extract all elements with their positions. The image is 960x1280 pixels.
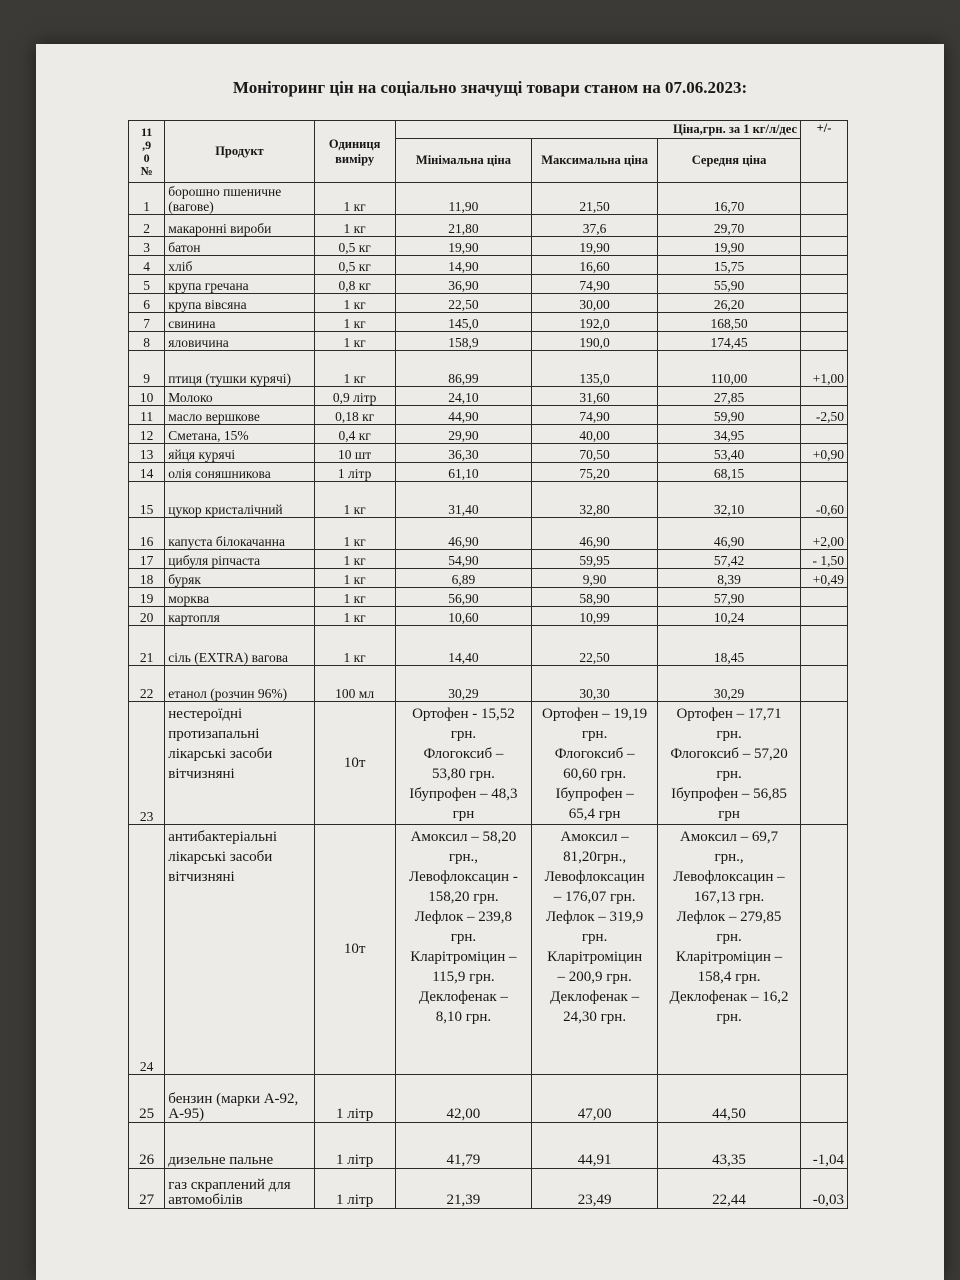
row-number: 7 bbox=[129, 313, 165, 332]
unit: 1 кг bbox=[314, 626, 395, 666]
table-row bbox=[129, 425, 848, 444]
max-price: 32,80 bbox=[532, 482, 658, 518]
avg-price: 27,85 bbox=[658, 387, 801, 406]
table-row bbox=[129, 482, 848, 518]
avg-price: 46,90 bbox=[658, 518, 801, 550]
max-price: 44,91 bbox=[532, 1123, 658, 1169]
price-change bbox=[801, 183, 848, 215]
min-price: Амоксил – 58,20 грн., Левофлоксацин - 158,20 грн. Лефлок – 239,8 грн. Кларітроміцин – 115,9 грн. Деклофенак – 8,10 грн. bbox=[395, 825, 532, 1075]
row-number: 24 bbox=[129, 825, 165, 1075]
table-row bbox=[129, 444, 848, 463]
avg-price: 168,50 bbox=[658, 313, 801, 332]
avg-price: Амоксил – 69,7 грн., Левофлоксацин – 167,13 грн. Лефлок – 279,85 грн. Кларітроміцин – 158,4 грн. Деклофенак – 16,2 грн. bbox=[658, 825, 801, 1075]
unit: 1 літр bbox=[314, 1169, 395, 1209]
unit: 1 кг bbox=[314, 482, 395, 518]
min-price: 36,30 bbox=[395, 444, 532, 463]
table-row bbox=[129, 406, 848, 425]
min-price: 54,90 bbox=[395, 550, 532, 569]
row-number: 6 bbox=[129, 294, 165, 313]
min-price: 21,80 bbox=[395, 215, 532, 237]
max-price: 192,0 bbox=[532, 313, 658, 332]
min-price: 46,90 bbox=[395, 518, 532, 550]
unit: 1 літр bbox=[314, 1123, 395, 1169]
table-row bbox=[129, 351, 848, 387]
unit: 100 мл bbox=[314, 666, 395, 702]
header-change: +/- bbox=[801, 121, 848, 183]
avg-price: 15,75 bbox=[658, 256, 801, 275]
row-number: 13 bbox=[129, 444, 165, 463]
unit: 1 кг bbox=[314, 351, 395, 387]
min-price: 21,39 bbox=[395, 1169, 532, 1209]
product-name: масло вершкове bbox=[165, 406, 314, 425]
price-change bbox=[801, 294, 848, 313]
unit: 0,5 кг bbox=[314, 256, 395, 275]
price-change bbox=[801, 1075, 848, 1123]
price-change bbox=[801, 237, 848, 256]
product-name: бензин (марки А-92, А-95) bbox=[165, 1075, 314, 1123]
avg-price: 43,35 bbox=[658, 1123, 801, 1169]
min-price: 158,9 bbox=[395, 332, 532, 351]
price-change bbox=[801, 607, 848, 626]
avg-price: 22,44 bbox=[658, 1169, 801, 1209]
row-number: 12 bbox=[129, 425, 165, 444]
price-change bbox=[801, 332, 848, 351]
table-row bbox=[129, 607, 848, 626]
header-price-group: Ціна,грн. за 1 кг/л/дес bbox=[395, 121, 800, 139]
table-row bbox=[129, 256, 848, 275]
row-number: 22 bbox=[129, 666, 165, 702]
max-price: 58,90 bbox=[532, 588, 658, 607]
row-number: 19 bbox=[129, 588, 165, 607]
min-price: 6,89 bbox=[395, 569, 532, 588]
row-number: 3 bbox=[129, 237, 165, 256]
unit: 1 кг bbox=[314, 569, 395, 588]
product-name: картопля bbox=[165, 607, 314, 626]
unit: 1 літр bbox=[314, 463, 395, 482]
price-change bbox=[801, 425, 848, 444]
max-price: 74,90 bbox=[532, 275, 658, 294]
avg-price: 59,90 bbox=[658, 406, 801, 425]
unit: 1 кг bbox=[314, 332, 395, 351]
row-number: 25 bbox=[129, 1075, 165, 1123]
row-number: 8 bbox=[129, 332, 165, 351]
price-change: -2,50 bbox=[801, 406, 848, 425]
avg-price: 16,70 bbox=[658, 183, 801, 215]
price-change bbox=[801, 463, 848, 482]
unit: 0,18 кг bbox=[314, 406, 395, 425]
min-price: 11,90 bbox=[395, 183, 532, 215]
avg-price: 29,70 bbox=[658, 215, 801, 237]
min-price: 42,00 bbox=[395, 1075, 532, 1123]
min-price: 22,50 bbox=[395, 294, 532, 313]
document-title: Моніторинг цін на соціально значущі товари станом на 07.06.2023: bbox=[232, 78, 748, 97]
min-price: 14,90 bbox=[395, 256, 532, 275]
unit: 0,9 літр bbox=[314, 387, 395, 406]
header-number: 11 ,9 0 № bbox=[129, 121, 165, 183]
price-table bbox=[128, 120, 848, 1209]
row-number: 10 bbox=[129, 387, 165, 406]
max-price: 19,90 bbox=[532, 237, 658, 256]
unit: 10т bbox=[314, 825, 395, 1075]
min-price: 31,40 bbox=[395, 482, 532, 518]
min-price: 41,79 bbox=[395, 1123, 532, 1169]
header-product: Продукт bbox=[165, 121, 314, 183]
table-row bbox=[129, 825, 848, 1075]
min-price: 61,10 bbox=[395, 463, 532, 482]
unit: 1 кг bbox=[314, 183, 395, 215]
avg-price: 55,90 bbox=[658, 275, 801, 294]
max-price: 23,49 bbox=[532, 1169, 658, 1209]
table-row bbox=[129, 294, 848, 313]
unit: 0,4 кг bbox=[314, 425, 395, 444]
avg-price: Ортофен – 17,71 грн. Флогоксиб – 57,20 грн. Ібупрофен – 56,85 грн bbox=[658, 702, 801, 825]
product-name: морква bbox=[165, 588, 314, 607]
table-row bbox=[129, 183, 848, 215]
table-row bbox=[129, 702, 848, 825]
product-name: газ скраплений для автомобілів bbox=[165, 1169, 314, 1209]
price-change: +0,90 bbox=[801, 444, 848, 463]
avg-price: 110,00 bbox=[658, 351, 801, 387]
max-price: 37,6 bbox=[532, 215, 658, 237]
unit: 1 літр bbox=[314, 1075, 395, 1123]
max-price: 21,50 bbox=[532, 183, 658, 215]
product-name: яйця курячі bbox=[165, 444, 314, 463]
min-price: 14,40 bbox=[395, 626, 532, 666]
avg-price: 44,50 bbox=[658, 1075, 801, 1123]
price-change: -0,03 bbox=[801, 1169, 848, 1209]
unit: 0,8 кг bbox=[314, 275, 395, 294]
row-number: 16 bbox=[129, 518, 165, 550]
price-change bbox=[801, 387, 848, 406]
row-number: 17 bbox=[129, 550, 165, 569]
product-name: яловичина bbox=[165, 332, 314, 351]
unit: 1 кг bbox=[314, 588, 395, 607]
table-row bbox=[129, 666, 848, 702]
max-price: 46,90 bbox=[532, 518, 658, 550]
table-row bbox=[129, 1123, 848, 1169]
table-row bbox=[129, 588, 848, 607]
unit: 1 кг bbox=[314, 294, 395, 313]
table-row bbox=[129, 569, 848, 588]
header-max-price: Максимальна ціна bbox=[532, 139, 658, 183]
unit: 1 кг bbox=[314, 215, 395, 237]
product-name: буряк bbox=[165, 569, 314, 588]
avg-price: 8,39 bbox=[658, 569, 801, 588]
avg-price: 32,10 bbox=[658, 482, 801, 518]
table-row bbox=[129, 313, 848, 332]
min-price: Ортофен - 15,52 грн. Флогоксиб – 53,80 грн. Ібупрофен – 48,3 грн bbox=[395, 702, 532, 825]
price-change bbox=[801, 702, 848, 825]
min-price: 24,10 bbox=[395, 387, 532, 406]
product-name: хліб bbox=[165, 256, 314, 275]
min-price: 10,60 bbox=[395, 607, 532, 626]
row-number: 18 bbox=[129, 569, 165, 588]
product-name: антибактеріальні лікарські засоби вітчизняні bbox=[165, 825, 314, 1075]
header-min-price: Мінімальна ціна bbox=[395, 139, 532, 183]
row-number: 26 bbox=[129, 1123, 165, 1169]
avg-price: 18,45 bbox=[658, 626, 801, 666]
row-number: 27 bbox=[129, 1169, 165, 1209]
min-price: 56,90 bbox=[395, 588, 532, 607]
max-price: 30,00 bbox=[532, 294, 658, 313]
max-price: 70,50 bbox=[532, 444, 658, 463]
max-price: 30,30 bbox=[532, 666, 658, 702]
unit: 10т bbox=[314, 702, 395, 825]
price-change: +2,00 bbox=[801, 518, 848, 550]
avg-price: 68,15 bbox=[658, 463, 801, 482]
price-change: +0,49 bbox=[801, 569, 848, 588]
row-number: 14 bbox=[129, 463, 165, 482]
unit: 1 кг bbox=[314, 607, 395, 626]
product-name: крупа гречана bbox=[165, 275, 314, 294]
product-name: Молоко bbox=[165, 387, 314, 406]
max-price: 10,99 bbox=[532, 607, 658, 626]
product-name: макаронні вироби bbox=[165, 215, 314, 237]
row-number: 20 bbox=[129, 607, 165, 626]
row-number: 1 bbox=[129, 183, 165, 215]
header-unit: Одиниця виміру bbox=[314, 121, 395, 183]
unit: 10 шт bbox=[314, 444, 395, 463]
min-price: 29,90 bbox=[395, 425, 532, 444]
unit: 0,5 кг bbox=[314, 237, 395, 256]
paper-sheet bbox=[36, 44, 944, 1280]
avg-price: 53,40 bbox=[658, 444, 801, 463]
max-price: 47,00 bbox=[532, 1075, 658, 1123]
product-name: птиця (тушки курячі) bbox=[165, 351, 314, 387]
product-name: Сметана, 15% bbox=[165, 425, 314, 444]
price-change bbox=[801, 313, 848, 332]
avg-price: 19,90 bbox=[658, 237, 801, 256]
row-number: 4 bbox=[129, 256, 165, 275]
table-row bbox=[129, 518, 848, 550]
table-row bbox=[129, 275, 848, 294]
price-change bbox=[801, 666, 848, 702]
header-avg-price: Середня ціна bbox=[658, 139, 801, 183]
table-row bbox=[129, 215, 848, 237]
max-price: 74,90 bbox=[532, 406, 658, 425]
min-price: 145,0 bbox=[395, 313, 532, 332]
price-change bbox=[801, 588, 848, 607]
price-change: -0,60 bbox=[801, 482, 848, 518]
unit: 1 кг bbox=[314, 518, 395, 550]
avg-price: 34,95 bbox=[658, 425, 801, 444]
avg-price: 174,45 bbox=[658, 332, 801, 351]
row-number: 11 bbox=[129, 406, 165, 425]
table-row bbox=[129, 237, 848, 256]
max-price: 190,0 bbox=[532, 332, 658, 351]
avg-price: 26,20 bbox=[658, 294, 801, 313]
avg-price: 30,29 bbox=[658, 666, 801, 702]
product-name: капуста білокачанна bbox=[165, 518, 314, 550]
min-price: 30,29 bbox=[395, 666, 532, 702]
price-change: +1,00 bbox=[801, 351, 848, 387]
product-name: батон bbox=[165, 237, 314, 256]
price-change bbox=[801, 825, 848, 1075]
table-row bbox=[129, 626, 848, 666]
max-price: 22,50 bbox=[532, 626, 658, 666]
price-change: - 1,50 bbox=[801, 550, 848, 569]
product-name: сіль (EXTRA) вагова bbox=[165, 626, 314, 666]
price-change bbox=[801, 626, 848, 666]
max-price: 59,95 bbox=[532, 550, 658, 569]
product-name: нестероїдні протизапальні лікарські засоби вітчизняні bbox=[165, 702, 314, 825]
row-number: 21 bbox=[129, 626, 165, 666]
avg-price: 57,90 bbox=[658, 588, 801, 607]
min-price: 19,90 bbox=[395, 237, 532, 256]
max-price: Амоксил – 81,20грн., Левофлоксацин – 176,07 грн. Лефлок – 319,9 грн. Кларітроміцин – 200,9 грн. Деклофенак – 24,30 грн. bbox=[532, 825, 658, 1075]
table-row bbox=[129, 550, 848, 569]
product-name: свинина bbox=[165, 313, 314, 332]
product-name: дизельне пальне bbox=[165, 1123, 314, 1169]
table-row bbox=[129, 1169, 848, 1209]
avg-price: 10,24 bbox=[658, 607, 801, 626]
product-name: олія соняшникова bbox=[165, 463, 314, 482]
table-row bbox=[129, 1075, 848, 1123]
table-row bbox=[129, 463, 848, 482]
unit: 1 кг bbox=[314, 550, 395, 569]
min-price: 86,99 bbox=[395, 351, 532, 387]
table-row bbox=[129, 387, 848, 406]
product-name: крупа вівсяна bbox=[165, 294, 314, 313]
unit: 1 кг bbox=[314, 313, 395, 332]
max-price: 135,0 bbox=[532, 351, 658, 387]
row-number: 15 bbox=[129, 482, 165, 518]
max-price: 40,00 bbox=[532, 425, 658, 444]
product-name: цибуля ріпчаста bbox=[165, 550, 314, 569]
price-change bbox=[801, 215, 848, 237]
max-price: 16,60 bbox=[532, 256, 658, 275]
row-number: 5 bbox=[129, 275, 165, 294]
max-price: 9,90 bbox=[532, 569, 658, 588]
price-change bbox=[801, 256, 848, 275]
row-number: 2 bbox=[129, 215, 165, 237]
min-price: 44,90 bbox=[395, 406, 532, 425]
product-name: етанол (розчин 96%) bbox=[165, 666, 314, 702]
max-price: 31,60 bbox=[532, 387, 658, 406]
max-price: Ортофен – 19,19 грн. Флогоксиб – 60,60 грн. Ібупрофен – 65,4 грн bbox=[532, 702, 658, 825]
avg-price: 57,42 bbox=[658, 550, 801, 569]
max-price: 75,20 bbox=[532, 463, 658, 482]
min-price: 36,90 bbox=[395, 275, 532, 294]
price-change: -1,04 bbox=[801, 1123, 848, 1169]
product-name: борошно пшеничне (вагове) bbox=[165, 183, 314, 215]
table-row bbox=[129, 332, 848, 351]
product-name: цукор кристалічний bbox=[165, 482, 314, 518]
price-change bbox=[801, 275, 848, 294]
row-number: 9 bbox=[129, 351, 165, 387]
row-number: 23 bbox=[129, 702, 165, 825]
